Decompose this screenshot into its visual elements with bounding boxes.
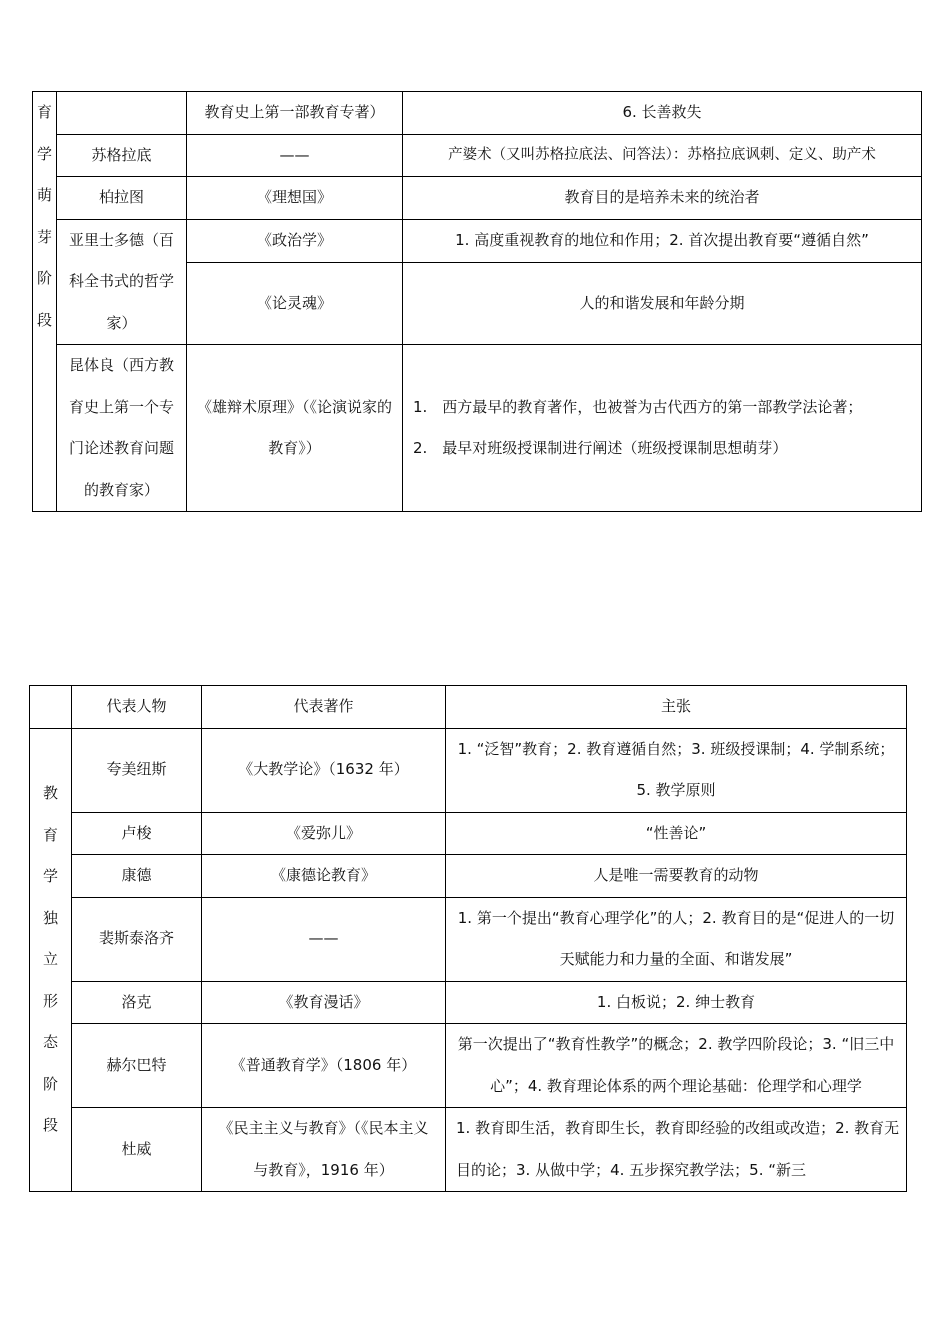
person-header: 代表人物 bbox=[72, 686, 202, 729]
idea-cell: 产婆术（又叫苏格拉底法、问答法）：苏格拉底讽刺、定义、助产术 bbox=[403, 134, 922, 177]
work-cell: —— bbox=[202, 897, 446, 981]
idea-cell: 教育目的是培养未来的统治者 bbox=[403, 177, 922, 220]
work-cell: 《康德论教育》 bbox=[202, 855, 446, 898]
stage-label: 教 育 学 独 立 形 态 阶 段 bbox=[30, 728, 72, 1192]
work-cell: 《政治学》 bbox=[187, 219, 403, 263]
table-row bbox=[33, 345, 922, 512]
work-cell: 《爱弥儿》 bbox=[202, 812, 446, 855]
idea-cell bbox=[403, 345, 922, 512]
idea-cell: 1. 高度重视教育的地位和作用；2. 首次提出教育要“遵循自然” bbox=[403, 219, 922, 263]
idea-cell: 6. 长善救失 bbox=[403, 92, 922, 135]
header-row bbox=[30, 686, 907, 729]
idea-cell: “性善论” bbox=[446, 812, 907, 855]
person-cell: 昆体良（西方教育史上第一个专门论述教育问题的教育家） bbox=[57, 345, 187, 512]
work-cell: 《教育漫话》 bbox=[202, 981, 446, 1024]
person-cell: 康德 bbox=[72, 855, 202, 898]
person-cell: 柏拉图 bbox=[57, 177, 187, 220]
table-row bbox=[30, 728, 907, 812]
idea-cell: 1. 教育即生活，教育即生长，教育即经验的改组或改造；2. 教育无目的论；3. 从做中学；4. 五步探究教学法；5. “新三 bbox=[446, 1108, 907, 1192]
table-row bbox=[30, 981, 907, 1024]
table-row bbox=[30, 855, 907, 898]
idea-header: 主张 bbox=[446, 686, 907, 729]
table-row bbox=[33, 92, 922, 135]
work-cell: 《民主主义与教育》（《民本主义与教育》，1916 年） bbox=[202, 1108, 446, 1192]
work-cell: —— bbox=[187, 134, 403, 177]
person-cell: 夸美纽斯 bbox=[72, 728, 202, 812]
table-row bbox=[33, 134, 922, 177]
idea-cell: 人是唯一需要教育的动物 bbox=[446, 855, 907, 898]
table-row bbox=[30, 1108, 907, 1192]
work-cell: 教育史上第一部教育专著） bbox=[187, 92, 403, 135]
work-header: 代表著作 bbox=[202, 686, 446, 729]
person-cell: 亚里士多德（百科全书式的哲学家） bbox=[57, 219, 187, 345]
ancient-education-table bbox=[32, 91, 922, 512]
work-cell: 《雄辩术原理》（《论演说家的教育》） bbox=[187, 345, 403, 512]
work-cell: 《普通教育学》（1806 年） bbox=[202, 1024, 446, 1108]
table-row bbox=[33, 177, 922, 220]
table-row bbox=[30, 897, 907, 981]
person-cell: 苏格拉底 bbox=[57, 134, 187, 177]
table-row bbox=[33, 219, 922, 263]
person-cell: 杜威 bbox=[72, 1108, 202, 1192]
idea-cell: 1. 白板说；2. 绅士教育 bbox=[446, 981, 907, 1024]
work-cell: 《论灵魂》 bbox=[187, 263, 403, 345]
idea-cell: 第一次提出了“教育性教学”的概念；2. 教学四阶段论；3. “旧三中心”；4. 教育理论体系的两个理论基础：伦理学和心理学 bbox=[446, 1024, 907, 1108]
idea-line: 1. 西方最早的教育著作，也被誉为古代西方的第一部教学法论著； bbox=[413, 397, 863, 416]
table-row bbox=[30, 812, 907, 855]
table-row bbox=[30, 1024, 907, 1108]
stage-label: 育 学 萌 芽 阶 段 bbox=[33, 92, 57, 512]
idea-cell: 1. “泛智”教育；2. 教育遵循自然；3. 班级授课制；4. 学制系统；5. 教学原则 bbox=[446, 728, 907, 812]
blank-header-cell bbox=[30, 686, 72, 729]
person-cell: 赫尔巴特 bbox=[72, 1024, 202, 1108]
work-cell: 《大教学论》（1632 年） bbox=[202, 728, 446, 812]
independent-education-table bbox=[29, 685, 907, 1192]
person-cell bbox=[57, 92, 187, 135]
person-cell: 洛克 bbox=[72, 981, 202, 1024]
idea-line: 2. 最早对班级授课制进行阐述（班级授课制思想萌芽） bbox=[413, 439, 788, 457]
person-cell: 卢梭 bbox=[72, 812, 202, 855]
idea-cell: 人的和谐发展和年龄分期 bbox=[403, 263, 922, 345]
work-cell: 《理想国》 bbox=[187, 177, 403, 220]
idea-cell: 1. 第一个提出“教育心理学化”的人；2. 教育目的是“促进人的一切天赋能力和力量的全面、和谐发展” bbox=[446, 897, 907, 981]
person-cell: 裴斯泰洛齐 bbox=[72, 897, 202, 981]
